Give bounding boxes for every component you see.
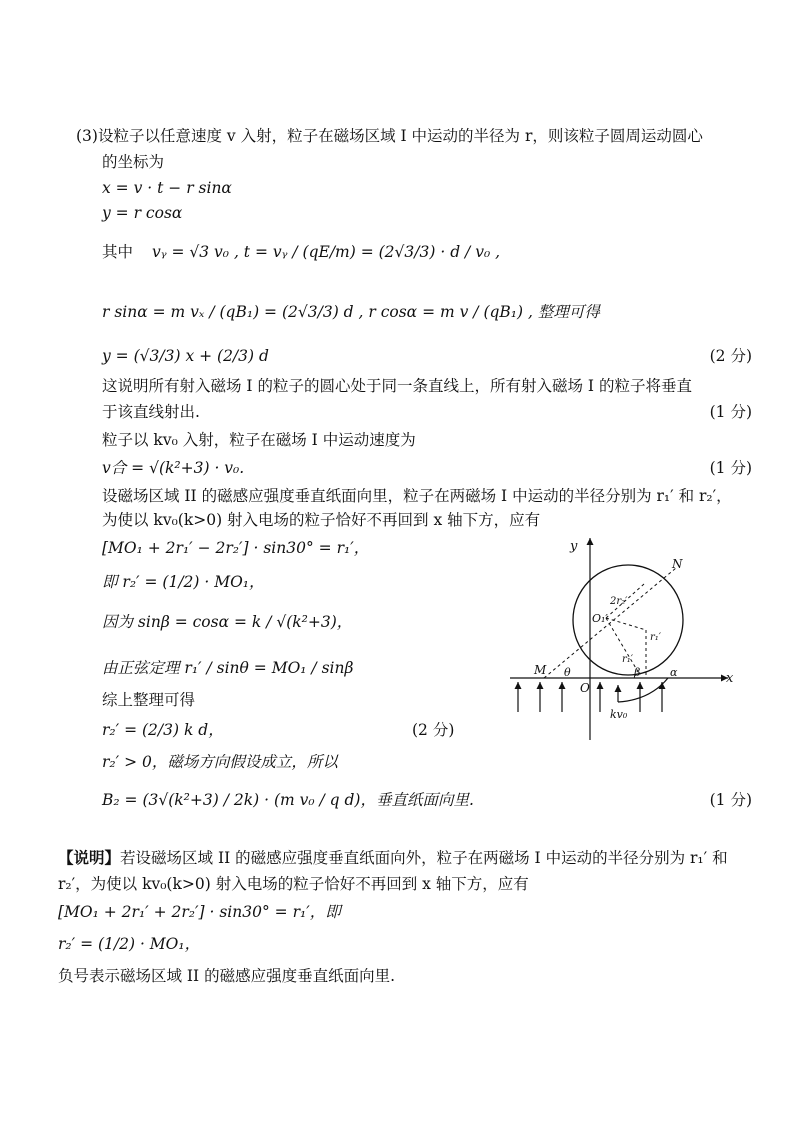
m-label: M xyxy=(534,663,547,677)
speed-intro: 粒子以 kv₀ 入射，粒子在磁场 I 中运动速度为 xyxy=(102,431,416,449)
note-line-5: 负号表示磁场区域 II 的磁感应强度垂直纸面向里. xyxy=(58,967,396,985)
r2-equation: r₂′ = (2/3) k d， xyxy=(102,721,224,739)
field-line-1: 设磁场区域 II 的磁感应强度垂直纸面向里，粒子在两磁场 I 中运动的半径分别为 r₁′ 和 r₂′， xyxy=(102,487,732,505)
intro-line-2: 的坐标为 xyxy=(102,153,165,171)
o1-label: O₁′ xyxy=(592,612,608,625)
beta-label: β xyxy=(634,666,641,679)
score-mark: (2 分) xyxy=(709,347,752,365)
velocity-label: kv₀ xyxy=(610,708,628,721)
2r2-label: 2r₂′ xyxy=(610,596,628,607)
note-line-3: [MO₁ + 2r₁′ + 2r₂′] · sin30° = r₁′，即 xyxy=(58,903,341,921)
score-mark: (1 分) xyxy=(709,403,752,421)
note-text: 若设磁场区域 II 的磁感应强度垂直纸面向外，粒子在两磁场 I 中运动的半径分别为 r₁′ 和 xyxy=(120,849,728,867)
equation-x: x = v · t − r sinα xyxy=(102,179,232,197)
alpha-label: α xyxy=(670,666,678,679)
b2-equation: B₂ = (3√(k²+3) / 2k) · (m v₀ / q d)，垂直纸面向里. xyxy=(102,791,474,809)
sin-equation: 因为 sinβ = cosα = k / √(k²+3)， xyxy=(102,613,353,631)
rsin-equation: r sinα = m vₓ / (qB₁) = (2√3/3) d , r cosα = m v / (qB₁) , 整理可得 xyxy=(102,303,600,321)
conclusion-line-1: 这说明所有射入磁场 I 的粒子的圆心处于同一条直线上，所有射入磁场 I 的粒子将垂直 xyxy=(102,377,692,395)
conclusion-line-2: 于该直线射出. xyxy=(102,403,200,421)
r2-positive: r₂′ > 0，磁场方向假设成立，所以 xyxy=(102,753,338,771)
note-tag: 【说明】 xyxy=(58,848,121,867)
note-line-1 xyxy=(58,848,728,868)
note-line-4: r₂′ = (1/2) · MO₁， xyxy=(58,935,201,953)
magnetic-field-diagram xyxy=(500,530,740,745)
geometry-equation: [MO₁ + 2r₁′ − 2r₂′] · sin30° = r₁′， xyxy=(102,539,370,557)
where-line xyxy=(102,242,500,262)
center-line-equation: y = (√3/3) x + (2/3) d xyxy=(102,347,269,365)
where-label: 其中 xyxy=(102,243,134,261)
y-axis-label: y xyxy=(570,539,578,554)
score-mark: (1 分) xyxy=(709,459,752,477)
n-label: N xyxy=(672,557,683,571)
radius-link xyxy=(606,618,646,630)
origin-label: O xyxy=(580,681,590,695)
r1-label-a: r₁′ xyxy=(622,654,634,665)
center-line xyxy=(544,568,676,678)
field-line-2: 为使以 kv₀(k>0) 射入电场的粒子恰好不再回到 x 轴下方，应有 xyxy=(102,511,541,529)
x-axis-label: x xyxy=(726,671,734,686)
theta-label: θ xyxy=(564,666,571,679)
ji-equation: 即 r₂′ = (1/2) · MO₁， xyxy=(102,573,265,591)
r1-label-b: r₁′ xyxy=(650,632,662,643)
intro-line-1: (3)设粒子以任意速度 v 入射，粒子在磁场区域 I 中运动的半径为 r，则该粒子圆周运动圆心 xyxy=(76,127,703,145)
note-line-2: r₂′，为使以 kv₀(k>0) 射入电场的粒子恰好不再回到 x 轴下方，应有 xyxy=(58,875,529,893)
speed-equation: v合 = √(k²+3) · v₀. xyxy=(102,459,245,477)
entry-path xyxy=(618,678,668,702)
score-mark: (2 分) xyxy=(412,721,455,739)
where-equation: vᵧ = √3 v₀ , t = vᵧ / (qE/m) = (2√3/3) · d / v₀ , xyxy=(151,243,501,261)
score-mark: (1 分) xyxy=(709,791,752,809)
equation-y: y = r cosα xyxy=(102,204,183,222)
summary-line: 综上整理可得 xyxy=(102,691,196,709)
sine-rule-equation: 由正弦定理 r₁′ / sinθ = MO₁ / sinβ xyxy=(102,659,354,677)
